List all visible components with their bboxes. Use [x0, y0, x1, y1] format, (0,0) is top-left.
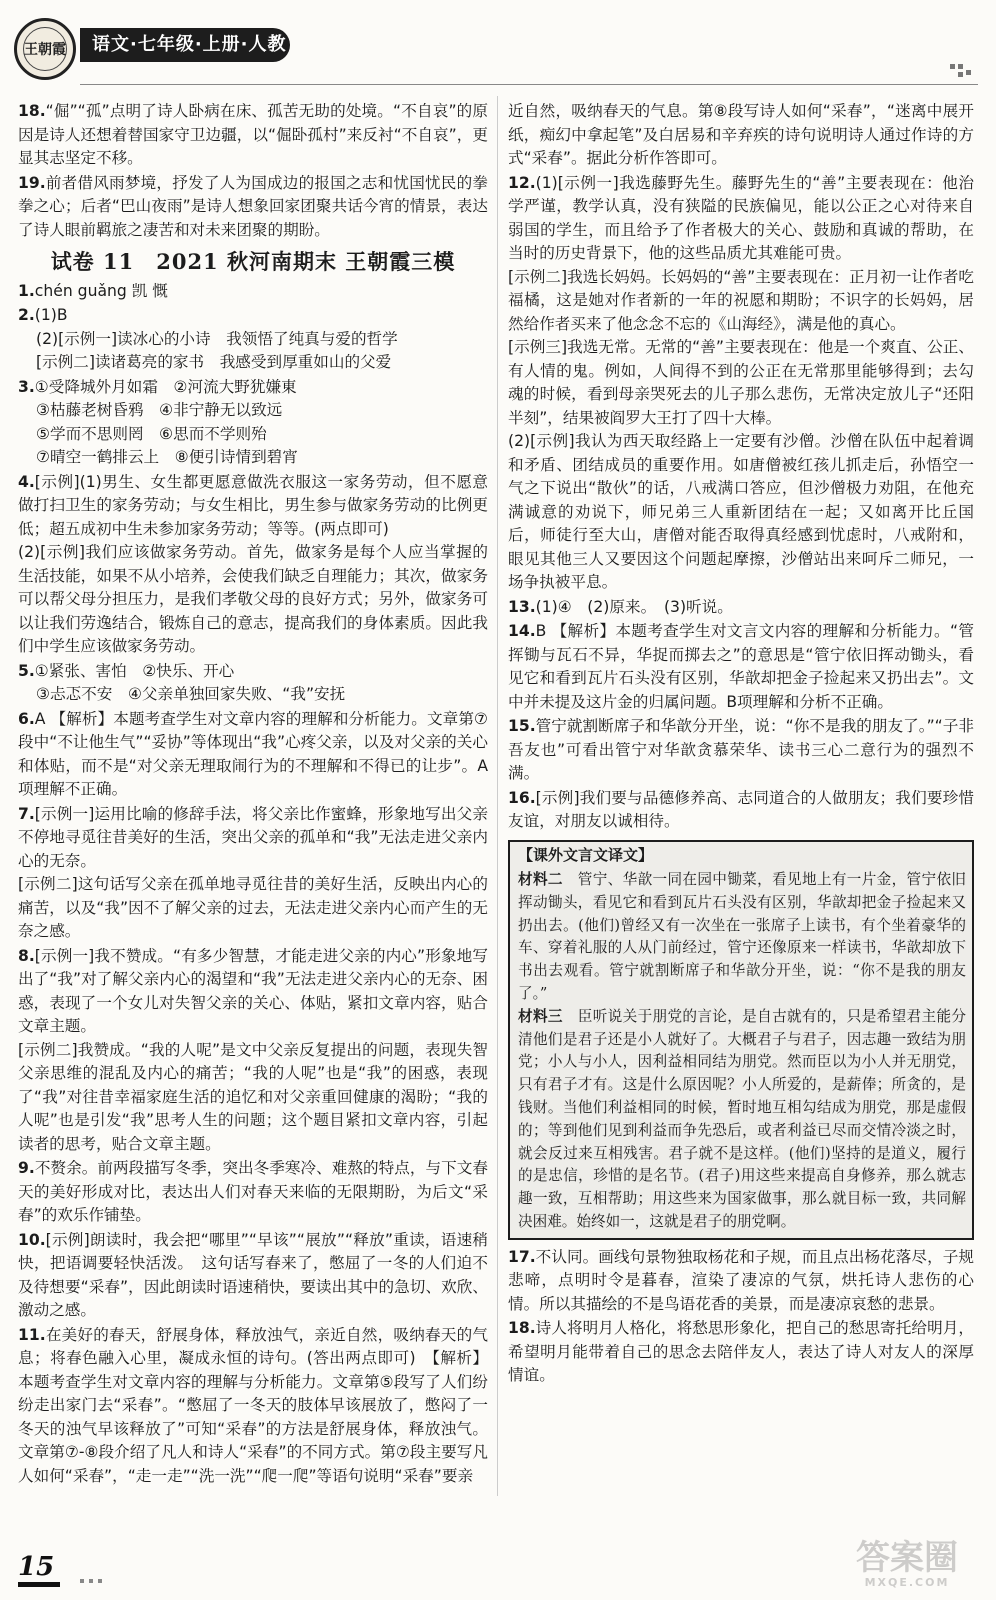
- answer-18: 18.“倔”“孤”点明了诗人卧病在床、孤苦无助的处境。“不自哀”的原因是诗人还想着替国家守卫边疆，以“倔卧孤村”来反衬“不自哀”，更显其志坚定不移。: [18, 102, 488, 167]
- answer-18-right: 18.诗人将明月人格化，将愁思形象化，把自己的愁思寄托给明月，希望明月能带着自己的思念去陪伴友人，表达了诗人对友人的深厚情谊。: [508, 1319, 974, 1385]
- left-column: [18, 100, 488, 1489]
- answer-7: 7.[示例一]运用比喻的修辞手法，将父亲比作蜜蜂，形象地写出父亲不停地寻觅往昔美好的生活，突出父亲的孤单和“我”无法走进父亲内心的无奈。 [示例二]这句话写父亲在孤单地寻觅往昔的美好生活，反映出内心的痛苦，以及“我”因不了解父亲的过去，无法走进父亲内心而产生的无奈之感。: [18, 804, 488, 940]
- watermark-stamp: 答案圈 MXQE.COM: [856, 1538, 958, 1589]
- page-header: [0, 0, 996, 92]
- column-divider: [497, 96, 498, 1496]
- header-divider: [80, 84, 978, 85]
- page-number-underline: [18, 1582, 60, 1587]
- translation-box-title: 【课外文言文译文】: [518, 845, 654, 864]
- answer-13: 13.(1)④ (2)原来。 (3)听说。: [508, 597, 733, 616]
- answer-14: 14.B 【解析】本题考查学生对文言文内容的理解和分析能力。“管挥锄与瓦石不异，华捉而掷去之”的意思是“管宁依旧挥动锄头，看见它和看到瓦片石头没有区别，华歆却把金子捡起来又扔出去”。文中并未提及这片金的归属问题。B项理解和分析不正确。: [508, 622, 974, 711]
- publisher-logo-text: 王朝霞: [23, 27, 67, 71]
- answer-10: 10.[示例]朗读时，我会把“哪里”“早该”“展放”“释放”重读，语速稍快，把语调要轻快活泼。 这句话写春来了，憋屈了一冬的人们迫不及待想要“采春”，因此朗读时语速稍快，要读出其中的急切、欢欣、激动之感。: [18, 1230, 488, 1319]
- test-title: 试卷 11 2021 秋河南期末 王朝霞三模: [50, 249, 456, 274]
- header-decoration: [950, 64, 974, 78]
- answer-11: 11.在美好的春天，舒展身体，释放浊气，亲近自然，吸纳春天的气息；将春色融入心里，凝成永恒的诗句。(答出两点即可) 【解析】本题考查学生对文章内容的理解与分析能力。文章第⑤段写了人们纷纷走出家门去“采春”。“憋屈了一冬天的肢体早该展放了，憋闷了一冬天的浊气早该释放了”可知“采春”的方法是舒展身体，释放浊气。文章第⑦-⑧段介绍了凡人和诗人“采春”的不同方式。第⑦段主要写凡人如何“采春”，“走一走”“洗一洗”“爬一爬”等语句说明“采春”要亲: [18, 1325, 488, 1485]
- answer-17: 17.不认同。画线句景物独取杨花和子规，而且点出杨花落尽，子规悲啼，点明时令是暮春，渲染了凄凉的气氛，烘托诗人悲伤的心情。所以其描绘的不是鸟语花香的美景，而是凄凉哀愁的悲景。: [508, 1247, 974, 1313]
- right-column: [508, 100, 974, 1389]
- answer-1: 1.chén guǎng 凯 慨: [18, 281, 168, 300]
- answer-2: 2.(1)B (2)[示例一]读冰心的小诗 我领悟了纯真与爱的哲学 [示例二]读诸葛亮的家书 我感受到厚重如山的父爱: [18, 306, 398, 371]
- answer-5: 5.①紧张、害怕 ②快乐、开心 ③忐忑不安 ④父亲单独回家失败、“我”安抚: [18, 661, 346, 703]
- answer-19: 19.前者借风雨梦境，抒发了人为国成边的报国之志和忧国忧民的拳拳之心；后者“巴山夜雨”是诗人想象回家团聚共话今宵的情景，表达了诗人眼前羁旅之凄苦和对未来团聚的期盼。: [18, 173, 488, 239]
- answer-9: 9.不赘余。前两段描写冬季，突出冬季寒冷、难熬的特点，与下文春天的美好形成对比，表达出人们对春天来临的无限期盼，为后文“采春”的欢乐作铺垫。: [18, 1159, 488, 1224]
- answer-3: 3.①受降城外月如霜 ②河流大野犹嫌東 ③枯藤老树昏鸦 ④非宁静无以致远 ⑤学而不思则罔 ⑥思而不学则殆 ⑦晴空一鹤排云上 ⑧便引诗情到碧宵: [18, 377, 298, 466]
- answer-15: 15.管宁就割断席子和华歆分开坐，说：“你不是我的朋友了。”“子非吾友也”可看出管宁对华歆贪慕荣华、读书三心二意行为的强烈不满。: [508, 717, 974, 782]
- publisher-logo: [14, 18, 76, 80]
- header-title: 语文·七年级·上册·人教: [92, 34, 287, 55]
- footer-decoration: [80, 1568, 107, 1587]
- translation-box: [508, 840, 974, 1240]
- page-number: 15: [18, 1552, 55, 1582]
- translation-material-3: 材料三 臣听说关于朋党的言论，是自古就有的，只是希望君主能分清他们是君子还是小人就好了。大概君子与君子，因志趣一致结为朋党；小人与小人，因利益相同结为朋党。然而臣以为小人并无朋党，只有君子才有。这是什么原因呢？小人所爱的，是薪俸；所贪的，是钱财。当他们利益相同的时候，暂时地互相勾结成为朋党，那是虚假的；等到他们见到利益而争先恐后，或者利益已尽而交情冷淡之时，就会反过来互相残害。君子就不是这样。(他们)坚持的是道义，履行的是忠信，珍惜的是名节。(君子)用这些来提高自身修养，那么就志趣一致，互相帮助；用这些来为国家做事，那么就目标一致，共同解决困难。始终如一，这就是君子的朋党啊。: [518, 1007, 966, 1230]
- answer-4: 4.[示例](1)男生、女生都更愿意做洗衣服这一家务劳动，但不愿意做打扫卫生的家务劳动；与女生相比，男生参与做家务劳动的比例更低；超五成初中生未参加家务劳动；等等。(两点即可) (2)[示例]我们应该做家务劳动。首先，做家务是每个人应当掌握的生活技能，如果不从小培养，会使我们缺乏自理能力；其次，做家务可以帮父母分担压力，是我们孝敬父母的良好方式；另外，做家务可以让我们劳逸结合，锻炼自己的意志，提高我们的身体素质。因此我们中学生应该做家务劳动。: [18, 472, 488, 655]
- answer-8: 8.[示例一]我不赞成。“有多少智慧，才能走进父亲的内心”形象地写出了“我”对了解父亲内心的渴望和“我”无法走进父亲内心的无奈、困惑，表现了一个女儿对失智父亲的关心、体贴，紧扣文章内容，贴合文章主题。 [示例二]我赞成。“我的人呢”是文中父亲反复提出的问题，表现失智父亲思维的混乱及内心的痛苦；“我的人呢”也是“我”的困惑，表现了“我”对往昔幸福家庭生活的追忆和对父亲重回健康的渴盼；“我的人呢”也是引发“我”思考人生的问题；这个题目紧扣文章内容，引起读者的思考，贴合文章主题。: [18, 946, 488, 1153]
- answer-12: 12.(1)[示例一]我选藤野先生。藤野先生的“善”主要表现在：他治学严谨，教学认真，没有狭隘的民族偏见，能以公正之心对待来自弱国的学生，而且给予了作者极大的关心、鼓励和真诚的帮助，在当时的历史背景下，他的这些品质尤其难能可贵。 [示例二]我选长妈妈。长妈妈的“善”主要表现在：正月初一让作者吃福橘，这是她对作者新的一年的祝愿和期盼；不识字的长妈妈，居然给作者买来了他念念不忘的《山海经》，满是他的真心。 [示例三]我选无常。无常的“善”主要表现在：他是一个爽直、公正、有人情的鬼。例如，人间得不到的公正在无常那里能够得到；去勾魂的时候，看到母亲哭死去的儿子那么悲伤，无常决定放儿子“还阳半刻”，结果被阎罗大王打了四十大棒。 (2)[示例]我认为西天取经路上一定要有沙僧。沙僧在队伍中起着调和矛盾、团结成员的重要作用。如唐僧被红孩儿抓走后，孙悟空一气之下说出“散伙”的话，八戒满口答应，但沙僧极力劝阻，在他充满诚意的劝说下，师兄弟三人重新团结在一起；又如离开比丘国后，师徒行至大山，唐僧对能否取得真经感到忧虑时，八戒附和，眼见其他三人又要因这个问题起摩擦，沙僧站出来呵斥二师兄，一场争执被平息。: [508, 173, 974, 591]
- answer-11-continued: 近自然，吸纳春天的气息。第⑧段写诗人如何“采春”，“迷离中展开纸，痴幻中拿起笔”及白居易和辛弃疾的诗句说明诗人通过作诗的方式“采春”。据此分析作答即可。: [508, 102, 974, 167]
- answer-16: 16.[示例]我们要与品德修养高、志同道合的人做朋友；我们要珍惜友谊，对朋友以诚相待。: [508, 788, 974, 830]
- translation-material-2: 材料二 管宁、华歆一同在园中锄菜，看见地上有一片金，管宁依旧挥动锄头，看见它和看到瓦片石头没有区别，华歆却把金子捡起来又扔出去。(他们)曾经又有一次坐在一张席子上读书，有个坐着豪华的车、穿着礼服的人从门前经过，管宁还像原来一样读书，华歆却放下书出去观看。管宁就割断席子和华歆分开坐，说：“你不是我的朋友了。”: [518, 871, 966, 1002]
- answer-6: 6.A 【解析】本题考查学生对文章内容的理解和分析能力。文章第⑦段中“不让他生气”“妥协”等体现出“我”心疼父亲，以及对父亲的关心和体贴，而不是“对父亲无理取闹行为的不理解和不得已的让步”。A项理解不正确。: [18, 709, 488, 798]
